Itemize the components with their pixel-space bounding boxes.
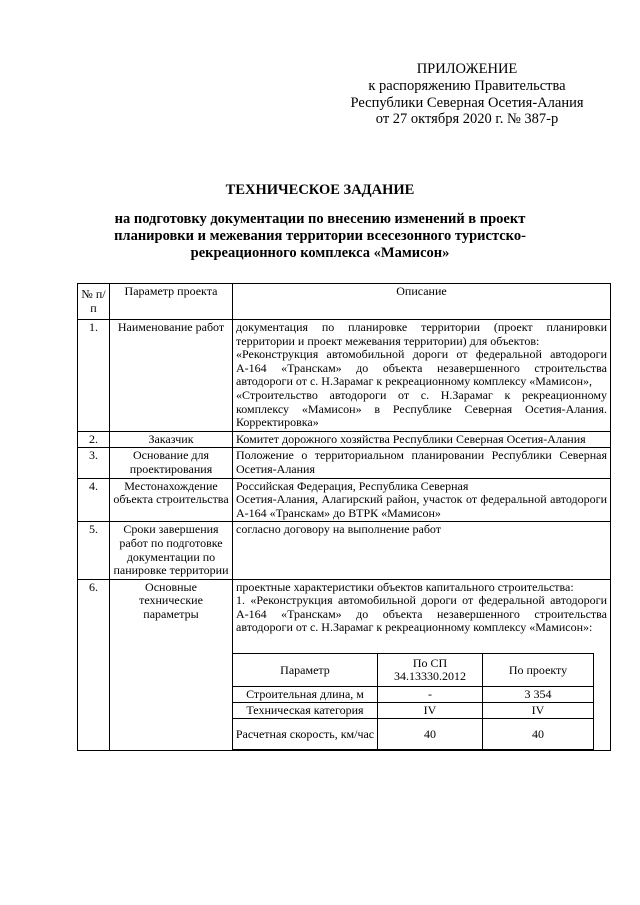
desc-line: 1. «Реконструкция автомобильной дороги от федеральной автодороги А-164 «Транскам» до объекта незавершенного строительства автодороги от с. Н.Зарамаг к рекреационному комплексу «Мамисон»: <box>236 593 607 635</box>
row-num: 1. <box>78 320 110 432</box>
header-desc: Описание <box>233 284 611 320</box>
parameters-cell: IV <box>483 703 594 719</box>
desc-line: проектные характеристики объектов капитального строительства: <box>236 579 574 594</box>
row-desc <box>233 448 611 478</box>
parameters-row <box>233 687 594 703</box>
appendix-order-line: к распоряжению Правительства <box>368 77 566 94</box>
row-param: Заказчик <box>110 431 233 448</box>
appendix-date-line: от 27 октября 2020 г. № 387-р <box>375 111 559 128</box>
desc-line: согласно договору на выполнение работ <box>236 522 442 537</box>
row-desc <box>233 478 611 522</box>
appendix-republic-line: Республики Северная Осетия-Алания <box>350 94 584 111</box>
parameters-cell: Техническая категория <box>233 703 378 719</box>
parameters-row <box>233 703 594 719</box>
parameters-cell: Расчетная скорость, км/час <box>233 719 378 750</box>
table-row <box>78 478 611 522</box>
appendix-header <box>332 61 602 128</box>
parameters-header-row <box>233 654 594 687</box>
table-row <box>78 522 611 579</box>
desc-line: Положение о территориальном планировании Республики Северная Осетия-Алания <box>236 448 607 476</box>
desc-line: «Строительство автодороги от с. Н.Зарамаг к рекреационному комплексу «Мамисон» в Республике Северная Осетия-Алания. Корректировка» <box>236 387 607 430</box>
row-param: Основные технические параметры <box>110 579 233 750</box>
row-desc <box>233 320 611 432</box>
table-row <box>78 431 611 448</box>
row-desc <box>233 522 611 579</box>
table-row <box>78 448 611 478</box>
parameters-cell: - <box>378 687 483 703</box>
desc-line: Комитет дорожного хозяйства Республики Северная Осетия-Алания <box>236 431 586 446</box>
parameters-row <box>233 719 594 750</box>
parameters-cell: Строительная длина, м <box>233 687 378 703</box>
document-subtitle: на подготовку документации по внесению изменений в проект планировки и межевания территории всесезонного туристско-рекреационного комплекса «Мамисон» <box>114 211 526 262</box>
row-num: 4. <box>78 478 110 522</box>
document-title: ТЕХНИЧЕСКОЕ ЗАДАНИЕ <box>225 182 415 198</box>
desc-line: Российская Федерация, Республика Северная <box>236 478 469 493</box>
header-num: № п/п <box>78 284 110 320</box>
desc-line: документация по планировке территории (проект планировки территории и проект межевания территории) для объектов: <box>236 320 607 348</box>
parameters-header: По проекту <box>483 654 594 687</box>
row-param: Наименование работ <box>110 320 233 432</box>
row-num: 5. <box>78 522 110 579</box>
parameters-cell: 3 354 <box>483 687 594 703</box>
row-desc <box>233 431 611 448</box>
parameters-cell: 40 <box>378 719 483 750</box>
row-param: Основание для проектирования <box>110 448 233 478</box>
desc-line: Осетия-Алания, Алагирский район, участок от федеральной автодороги А-164 «Транскам» до ВТРК «Мамисон» <box>236 492 607 520</box>
desc-line: «Реконструкция автомобильной дороги от федеральной автодороги А-164 «Транскам» до объекта незавершенного строительства автодороги от с. Н.Зарамаг к рекреационному комплексу «Мамисон», <box>236 347 607 389</box>
row-desc <box>233 579 611 750</box>
row-param: Местонахождение объекта строительства <box>110 478 233 522</box>
header-param: Параметр проекта <box>110 284 233 320</box>
table-row <box>78 320 611 432</box>
appendix-label: ПРИЛОЖЕНИЕ <box>416 61 518 77</box>
row-num: 2. <box>78 431 110 448</box>
row-num: 3. <box>78 448 110 478</box>
spec-table <box>77 283 611 751</box>
row-param: Сроки завершения работ по подготовке документации по панировке территории <box>110 522 233 579</box>
parameters-header: По СП 34.13330.2012 <box>378 654 483 687</box>
parameters-table <box>232 653 594 750</box>
table-row <box>78 579 611 750</box>
parameters-cell: IV <box>378 703 483 719</box>
row-num: 6. <box>78 579 110 750</box>
table-header-row <box>78 284 611 320</box>
parameters-cell: 40 <box>483 719 594 750</box>
parameters-header: Параметр <box>233 654 378 687</box>
